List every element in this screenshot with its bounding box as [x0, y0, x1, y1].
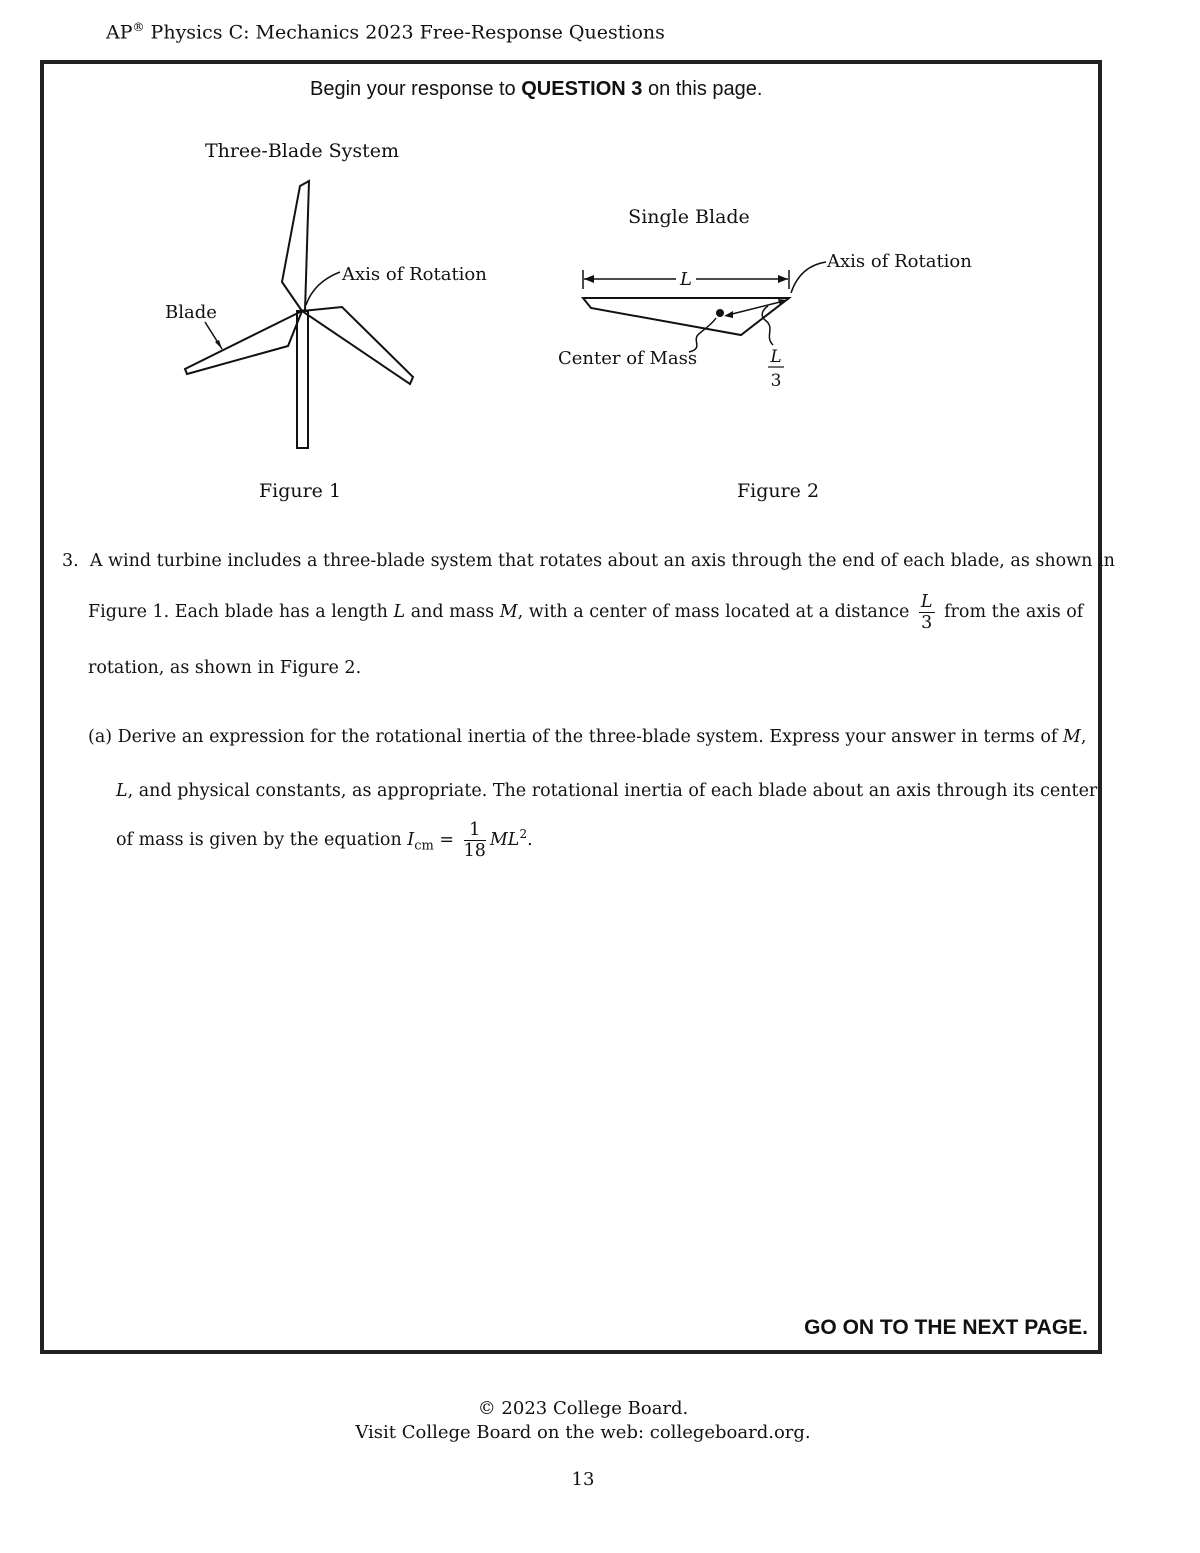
figure2-com-label: Center of Mass	[558, 348, 698, 369]
com-arrow-left	[724, 311, 733, 318]
part-a-var-M: M	[1062, 727, 1081, 747]
single-blade	[583, 298, 789, 335]
figure1-axis-label: Axis of Rotation	[342, 264, 487, 285]
part-a-text-3: of mass is given by the equation	[116, 830, 408, 850]
question-text-2a: Figure 1. Each blade has a length	[88, 602, 394, 622]
figure1-blade-label: Blade	[165, 302, 217, 323]
begin-text-end: on this page.	[642, 78, 763, 100]
part-a-line-1	[88, 729, 1086, 747]
part-a-var-L: L	[116, 781, 128, 801]
figure-2	[558, 206, 972, 502]
question-text-2c: , with a center of mass located at a distance	[517, 602, 915, 622]
figure2-caption: Figure 2	[736, 480, 820, 502]
dim-arrow-right	[778, 275, 788, 283]
dim-arrow-left	[584, 275, 594, 283]
question-number: 3.	[62, 551, 79, 571]
figures	[0, 0, 1200, 520]
header-title: Physics C: Mechanics 2023 Free-Response Questions	[144, 21, 665, 44]
question-line-3	[88, 660, 361, 678]
figure2-length-label: L	[680, 269, 692, 290]
question-text-1: A wind turbine includes a three-blade system that rotates about an axis through the end of each blade, as shown in	[89, 551, 1115, 571]
go-on-notice: GO ON TO THE NEXT PAGE.	[804, 1316, 1088, 1339]
begin-text: Begin your response to	[310, 78, 522, 100]
equation-frac-den: 18	[463, 841, 486, 861]
var-L: L	[393, 602, 406, 622]
blade-down	[297, 311, 308, 448]
com-leader	[689, 318, 716, 352]
equation-I: I	[407, 830, 415, 850]
figure1-caption: Figure 1	[258, 480, 342, 502]
question-ref: QUESTION 3	[521, 78, 643, 100]
header-ap: AP	[106, 21, 133, 44]
question-text-2d: from the axis of	[938, 602, 1084, 622]
blade-right	[302, 307, 413, 384]
part-a-comma: ,	[1080, 727, 1087, 747]
figure2-title: Single Blade	[628, 206, 750, 228]
figure2-axis-label: Axis of Rotation	[827, 251, 972, 272]
page-number: 13	[571, 1469, 595, 1490]
equation-period: .	[527, 830, 533, 850]
equation-cm-subscript: cm	[414, 838, 434, 854]
blade-leader-arrow	[215, 340, 222, 349]
fraction-1-over-18	[464, 820, 486, 861]
axis-leader	[306, 272, 340, 305]
question-line-1	[62, 553, 1115, 571]
question-text-2b: and mass	[405, 602, 500, 622]
part-a-text-1: (a) Derive an expression for the rotational inertia of the three-blade system. Express your answer in terms of	[88, 727, 1063, 747]
equation-ML: ML	[489, 830, 520, 850]
part-a-text-2: , and physical constants, as appropriate. The rotational inertia of each blade about an axis through its center	[127, 781, 1098, 801]
equation-exponent: 2	[519, 827, 528, 842]
part-a-line-3	[116, 820, 533, 861]
figure2-frac-num: L	[770, 347, 782, 367]
part-a-line-2	[116, 783, 1097, 801]
footer-visit: Visit College Board on the web: collegeboard.org.	[355, 1422, 811, 1443]
equation-frac-num: 1	[464, 820, 486, 841]
var-M: M	[499, 602, 518, 622]
footer-copyright: © 2023 College Board.	[477, 1398, 689, 1419]
figure-1	[165, 140, 487, 502]
fraction-denominator: 3	[921, 613, 933, 633]
figure1-title: Three-Blade System	[204, 140, 400, 162]
header-registered-mark: ®	[132, 20, 145, 34]
question-line-2	[88, 592, 1083, 633]
equation-equals: =	[433, 830, 460, 850]
center-of-mass-dot	[716, 309, 724, 317]
figure2-frac-den: 3	[770, 371, 782, 391]
question-text-3: rotation, as shown in Figure 2.	[88, 658, 362, 678]
fraction-numerator: L	[920, 592, 933, 612]
fraction-L-over-3	[919, 592, 935, 633]
blade-up	[282, 181, 309, 311]
axis-leader-2	[791, 262, 826, 293]
